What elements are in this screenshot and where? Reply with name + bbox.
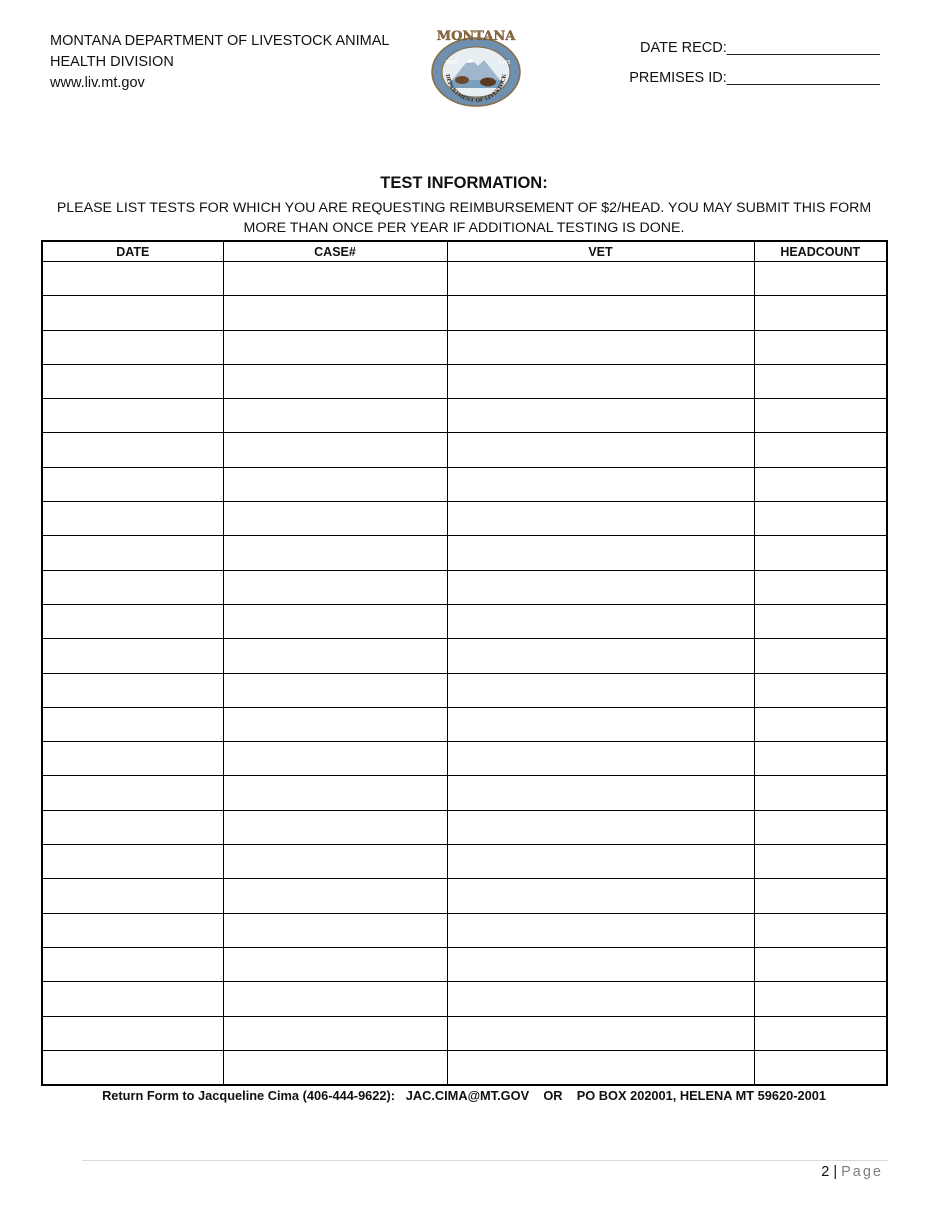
vet-cell[interactable] bbox=[447, 296, 754, 330]
date-cell[interactable] bbox=[42, 810, 223, 844]
premises-id-blank[interactable]: ___________________ bbox=[726, 70, 880, 86]
headcount-cell[interactable] bbox=[754, 707, 887, 741]
case-cell[interactable] bbox=[223, 673, 447, 707]
case-cell[interactable] bbox=[223, 776, 447, 810]
headcount-cell[interactable] bbox=[754, 1016, 887, 1050]
case-cell[interactable] bbox=[223, 604, 447, 638]
headcount-cell[interactable] bbox=[754, 982, 887, 1016]
headcount-cell[interactable] bbox=[754, 1050, 887, 1085]
date-cell[interactable] bbox=[42, 639, 223, 673]
headcount-cell[interactable] bbox=[754, 879, 887, 913]
date-cell[interactable] bbox=[42, 502, 223, 536]
date-recd-blank[interactable]: ___________________ bbox=[726, 40, 880, 56]
vet-cell[interactable] bbox=[447, 776, 754, 810]
organization-block bbox=[50, 31, 389, 94]
date-cell[interactable] bbox=[42, 433, 223, 467]
case-cell[interactable] bbox=[223, 742, 447, 776]
date-cell[interactable] bbox=[42, 879, 223, 913]
vet-cell[interactable] bbox=[447, 947, 754, 981]
section-title: TEST INFORMATION: bbox=[380, 174, 548, 192]
headcount-cell[interactable] bbox=[754, 639, 887, 673]
column-header-case: CASE# bbox=[223, 241, 447, 262]
premises-id-label: PREMISES ID: bbox=[629, 70, 727, 86]
case-cell[interactable] bbox=[223, 982, 447, 1016]
headcount-cell[interactable] bbox=[754, 776, 887, 810]
case-cell[interactable] bbox=[223, 364, 447, 398]
vet-cell[interactable] bbox=[447, 913, 754, 947]
table-row bbox=[42, 707, 887, 741]
vet-cell[interactable] bbox=[447, 707, 754, 741]
date-cell[interactable] bbox=[42, 536, 223, 570]
page-footer bbox=[821, 1164, 883, 1180]
table-header-row bbox=[42, 241, 887, 262]
headcount-cell[interactable] bbox=[754, 570, 887, 604]
section-instructions: PLEASE LIST TESTS FOR WHICH YOU ARE REQUESTING REIMBURSEMENT OF $2/HEAD. YOU MAY SUBMIT THIS FORM MORE THAN ONCE PER YEAR IF ADDITIONAL TESTING IS DONE. bbox=[56, 200, 872, 236]
table-row bbox=[42, 947, 887, 981]
table-body bbox=[42, 262, 887, 1086]
date-cell[interactable] bbox=[42, 467, 223, 501]
vet-cell[interactable] bbox=[447, 845, 754, 879]
table-row bbox=[42, 570, 887, 604]
table-row bbox=[42, 433, 887, 467]
case-cell[interactable] bbox=[223, 433, 447, 467]
headcount-cell[interactable] bbox=[754, 502, 887, 536]
date-cell[interactable] bbox=[42, 742, 223, 776]
date-cell[interactable] bbox=[42, 845, 223, 879]
headcount-cell[interactable] bbox=[754, 262, 887, 296]
date-cell[interactable] bbox=[42, 262, 223, 296]
vet-cell[interactable] bbox=[447, 982, 754, 1016]
table-row bbox=[42, 639, 887, 673]
column-header-date: DATE bbox=[42, 241, 223, 262]
headcount-cell[interactable] bbox=[754, 810, 887, 844]
date-cell[interactable] bbox=[42, 604, 223, 638]
date-cell[interactable] bbox=[42, 330, 223, 364]
vet-cell[interactable] bbox=[447, 673, 754, 707]
date-cell[interactable] bbox=[42, 570, 223, 604]
headcount-cell[interactable] bbox=[754, 845, 887, 879]
headcount-cell[interactable] bbox=[754, 364, 887, 398]
date-cell[interactable] bbox=[42, 364, 223, 398]
table-row bbox=[42, 1016, 887, 1050]
table-row bbox=[42, 536, 887, 570]
vet-cell[interactable] bbox=[447, 262, 754, 296]
case-cell[interactable] bbox=[223, 536, 447, 570]
website-text: www.liv.mt.gov bbox=[50, 75, 145, 91]
date-cell[interactable] bbox=[42, 707, 223, 741]
headcount-cell[interactable] bbox=[754, 433, 887, 467]
vet-cell[interactable] bbox=[447, 639, 754, 673]
column-header-vet: VET bbox=[447, 241, 754, 262]
table-row bbox=[42, 810, 887, 844]
vet-cell[interactable] bbox=[447, 502, 754, 536]
date-cell[interactable] bbox=[42, 399, 223, 433]
test-information-table bbox=[41, 240, 888, 1086]
org-name-line1: MONTANA DEPARTMENT OF LIVESTOCK ANIMAL bbox=[50, 33, 390, 49]
case-cell[interactable] bbox=[223, 879, 447, 913]
headcount-cell[interactable] bbox=[754, 399, 887, 433]
table-row bbox=[42, 467, 887, 501]
table-row bbox=[42, 604, 887, 638]
table-row bbox=[42, 502, 887, 536]
headcount-cell[interactable] bbox=[754, 913, 887, 947]
date-cell[interactable] bbox=[42, 296, 223, 330]
date-cell[interactable] bbox=[42, 1050, 223, 1085]
case-cell[interactable] bbox=[223, 262, 447, 296]
date-cell[interactable] bbox=[42, 673, 223, 707]
vet-cell[interactable] bbox=[447, 742, 754, 776]
case-cell[interactable] bbox=[223, 467, 447, 501]
column-header-headcount: HEADCOUNT bbox=[754, 241, 887, 262]
vet-cell[interactable] bbox=[447, 570, 754, 604]
page-word: Page bbox=[841, 1164, 883, 1180]
footer-divider bbox=[82, 1160, 888, 1161]
vet-cell[interactable] bbox=[447, 364, 754, 398]
case-cell[interactable] bbox=[223, 947, 447, 981]
logo-ring-text: DEPARTMENT OF LIVESTOCK bbox=[444, 73, 508, 105]
table-row bbox=[42, 399, 887, 433]
vet-cell[interactable] bbox=[447, 879, 754, 913]
table-row bbox=[42, 296, 887, 330]
table-row bbox=[42, 1050, 887, 1085]
table-row bbox=[42, 776, 887, 810]
premises-id-row[interactable] bbox=[629, 63, 880, 93]
logo-year-left: 1885 bbox=[445, 60, 458, 66]
office-use-block bbox=[629, 33, 880, 93]
logo-top-text: MONTANA bbox=[436, 29, 516, 44]
vet-cell[interactable] bbox=[447, 810, 754, 844]
return-instructions: Return Form to Jacqueline Cima (406-444-9622): JAC.CIMA@MT.GOV OR PO BOX 202001, HELENA MT 59620-2001 bbox=[102, 1088, 826, 1103]
date-recd-label: DATE RECD: bbox=[640, 40, 727, 56]
table-row bbox=[42, 262, 887, 296]
date-cell[interactable] bbox=[42, 982, 223, 1016]
table-row bbox=[42, 982, 887, 1016]
headcount-cell[interactable] bbox=[754, 742, 887, 776]
headcount-cell[interactable] bbox=[754, 604, 887, 638]
case-cell[interactable] bbox=[223, 330, 447, 364]
case-cell[interactable] bbox=[223, 913, 447, 947]
table-row bbox=[42, 845, 887, 879]
case-cell[interactable] bbox=[223, 1016, 447, 1050]
table-row bbox=[42, 673, 887, 707]
headcount-cell[interactable] bbox=[754, 536, 887, 570]
case-cell[interactable] bbox=[223, 707, 447, 741]
case-cell[interactable] bbox=[223, 502, 447, 536]
vet-cell[interactable] bbox=[447, 467, 754, 501]
page-number: 2 bbox=[821, 1164, 830, 1180]
table-row bbox=[42, 913, 887, 947]
page-separator: | bbox=[829, 1164, 842, 1180]
case-cell[interactable] bbox=[223, 810, 447, 844]
vet-cell[interactable] bbox=[447, 1050, 754, 1085]
date-cell[interactable] bbox=[42, 776, 223, 810]
headcount-cell[interactable] bbox=[754, 296, 887, 330]
case-cell[interactable] bbox=[223, 296, 447, 330]
case-cell[interactable] bbox=[223, 845, 447, 879]
org-name-line2: HEALTH DIVISION bbox=[50, 54, 174, 70]
vet-cell[interactable] bbox=[447, 604, 754, 638]
vet-cell[interactable] bbox=[447, 536, 754, 570]
headcount-cell[interactable] bbox=[754, 330, 887, 364]
table-row bbox=[42, 879, 887, 913]
logo-year-right: 1995 bbox=[498, 60, 511, 66]
date-cell[interactable] bbox=[42, 913, 223, 947]
table-row bbox=[42, 364, 887, 398]
vet-cell[interactable] bbox=[447, 399, 754, 433]
headcount-cell[interactable] bbox=[754, 947, 887, 981]
date-recd-row[interactable] bbox=[629, 33, 880, 63]
case-cell[interactable] bbox=[223, 1050, 447, 1085]
case-cell[interactable] bbox=[223, 399, 447, 433]
table-row bbox=[42, 330, 887, 364]
case-cell[interactable] bbox=[223, 639, 447, 673]
table-row bbox=[42, 742, 887, 776]
vet-cell[interactable] bbox=[447, 1016, 754, 1050]
headcount-cell[interactable] bbox=[754, 467, 887, 501]
headcount-cell[interactable] bbox=[754, 673, 887, 707]
vet-cell[interactable] bbox=[447, 433, 754, 467]
department-of-livestock-logo bbox=[428, 28, 524, 108]
date-cell[interactable] bbox=[42, 947, 223, 981]
date-cell[interactable] bbox=[42, 1016, 223, 1050]
case-cell[interactable] bbox=[223, 570, 447, 604]
vet-cell[interactable] bbox=[447, 330, 754, 364]
